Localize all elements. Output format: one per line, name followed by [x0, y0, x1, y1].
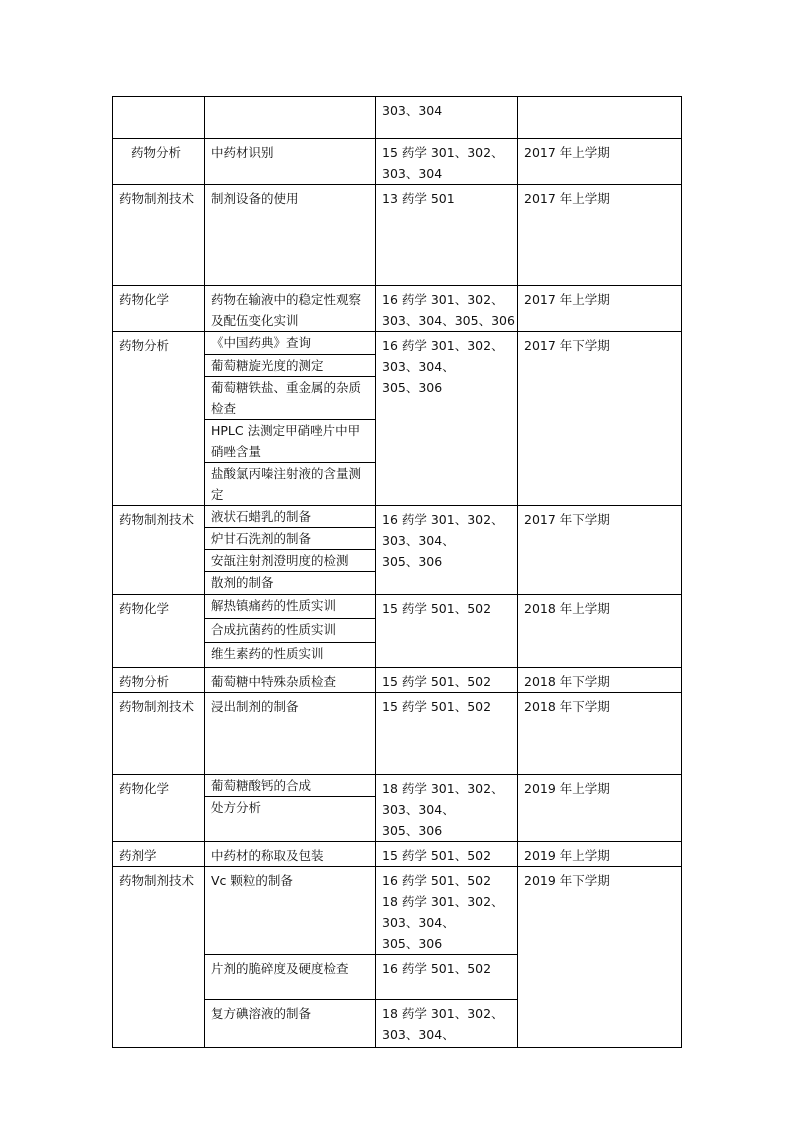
topic-item: 散剂的制备 [205, 572, 375, 594]
course-schedule-table [112, 96, 682, 1048]
subject-cell: 药物制剂技术 [113, 692, 205, 774]
topic-subtable [205, 595, 375, 667]
topic-item: 维生素药的性质实训 [205, 643, 375, 667]
topic-cell [205, 332, 376, 506]
class-line: 18 药学 301、302、 [382, 780, 504, 796]
subject-cell: 药物化学 [113, 286, 205, 332]
class-line: 18 药学 301、302、 [382, 893, 504, 909]
subject-cell: 药物分析 [113, 667, 205, 692]
class-line: 16 药学 301、302、 [382, 511, 504, 527]
topic-item: 处方分析 [205, 797, 375, 841]
class-cell: 16 药学 501、502 [376, 954, 518, 999]
topic-subtable [205, 506, 375, 594]
term-cell: 2018 年上学期 [518, 594, 682, 667]
subject-cell: 药物制剂技术 [113, 185, 205, 286]
class-cell [376, 286, 518, 332]
topic-cell: 中药材的称取及包装 [205, 841, 376, 866]
term-cell: 2018 年下学期 [518, 692, 682, 774]
topic-cell [205, 97, 376, 139]
topic-item: 炉甘石洗剂的制备 [205, 528, 375, 550]
topic-cell: 片剂的脆碎度及硬度检查 [205, 954, 376, 999]
subject-cell: 药物制剂技术 [113, 866, 205, 1047]
term-cell: 2019 年上学期 [518, 841, 682, 866]
topic-item: 安瓿注射剂澄明度的检测 [205, 550, 375, 572]
subject-cell: 药物分析 [113, 332, 205, 506]
class-line: 305、306 [382, 822, 443, 838]
class-line: 305、306 [382, 380, 443, 395]
subject-cell: 药剂学 [113, 841, 205, 866]
topic-item: 解热镇痛药的性质实训 [211, 597, 337, 613]
topic-item: 盐酸氯丙嗪注射液的含量测定 [205, 462, 375, 505]
topic-item: HPLC 法测定甲硝唑片中甲硝唑含量 [205, 419, 375, 462]
class-line: 303、304 [382, 103, 443, 118]
topic-cell [205, 505, 376, 594]
subject-cell: 药物化学 [113, 594, 205, 667]
topic-cell [205, 594, 376, 667]
subject-cell: 药物制剂技术 [113, 505, 205, 594]
table-row [113, 97, 682, 139]
topic-subtable [205, 775, 375, 841]
term-cell: 2019 年上学期 [518, 774, 682, 841]
topic-item: 葡萄糖旋光度的测定 [205, 354, 375, 376]
class-cell [376, 332, 518, 506]
topic-item: 葡萄糖酸钙的合成 [211, 777, 312, 793]
table-row [113, 866, 682, 954]
class-line: 303、304、 [382, 801, 455, 817]
term-cell: 2017 年上学期 [518, 286, 682, 332]
topic-item: 《中国药典》查询 [211, 335, 312, 350]
topic-cell: 复方碘溶液的制备 [205, 999, 376, 1047]
term-cell: 2017 年上学期 [518, 185, 682, 286]
table-row [113, 594, 682, 667]
class-line: 15 药学 301、302、 [382, 145, 504, 160]
topic-cell: Vc 颗粒的制备 [205, 866, 376, 954]
class-cell [376, 866, 518, 954]
class-cell: 15 药学 501、502 [376, 841, 518, 866]
table-row [113, 692, 682, 774]
table-row [113, 667, 682, 692]
term-cell: 2017 年下学期 [518, 332, 682, 506]
topic-item: 液状石蜡乳的制备 [211, 508, 312, 524]
topic-cell: 葡萄糖中特殊杂质检查 [205, 667, 376, 692]
class-line: 303、304、 [382, 532, 455, 548]
class-cell: 15 药学 501、502 [376, 692, 518, 774]
table-row [113, 286, 682, 332]
topic-subtable [205, 332, 375, 505]
topic-item: 葡萄糖铁盐、重金属的杂质检查 [205, 376, 375, 419]
subject-cell: 药物化学 [113, 774, 205, 841]
class-line: 303、304、 [382, 914, 455, 930]
term-cell: 2017 年上学期 [518, 139, 682, 185]
class-cell: 13 药学 501 [376, 185, 518, 286]
topic-item: 合成抗菌药的性质实训 [205, 619, 375, 643]
subject-cell [113, 97, 205, 139]
class-cell [376, 999, 518, 1047]
class-line: 16 药学 301、302、 [382, 292, 504, 307]
table-row [113, 841, 682, 866]
class-line: 18 药学 301、302、 [382, 1005, 504, 1021]
table-row [113, 332, 682, 506]
class-line: 16 药学 301、302、 [382, 338, 504, 353]
class-cell [376, 505, 518, 594]
table-row [113, 139, 682, 185]
class-line: 305、306 [382, 935, 443, 951]
topic-cell: 药物在输液中的稳定性观察及配伍变化实训 [205, 286, 376, 332]
topic-cell: 浸出制剂的制备 [205, 692, 376, 774]
class-line: 303、304、 [382, 1026, 455, 1042]
table-row [113, 185, 682, 286]
topic-cell: 制剂设备的使用 [205, 185, 376, 286]
class-line: 303、304 [382, 166, 443, 181]
class-cell [376, 97, 518, 139]
subject-cell: 药物分析 [113, 139, 205, 185]
class-cell: 15 药学 501、502 [376, 594, 518, 667]
class-line: 305、306 [382, 553, 443, 569]
class-line: 303、304、 [382, 359, 455, 374]
class-line: 16 药学 501、502 [382, 872, 492, 888]
class-cell [376, 774, 518, 841]
term-cell [518, 97, 682, 139]
class-cell [376, 139, 518, 185]
term-cell: 2017 年下学期 [518, 505, 682, 594]
term-cell: 2018 年下学期 [518, 667, 682, 692]
table-row [113, 774, 682, 841]
topic-cell [205, 774, 376, 841]
class-cell: 15 药学 501、502 [376, 667, 518, 692]
class-line: 303、304、305、306 [382, 313, 515, 328]
topic-cell: 中药材识别 [205, 139, 376, 185]
term-cell: 2019 年下学期 [518, 866, 682, 1047]
table-row [113, 505, 682, 594]
